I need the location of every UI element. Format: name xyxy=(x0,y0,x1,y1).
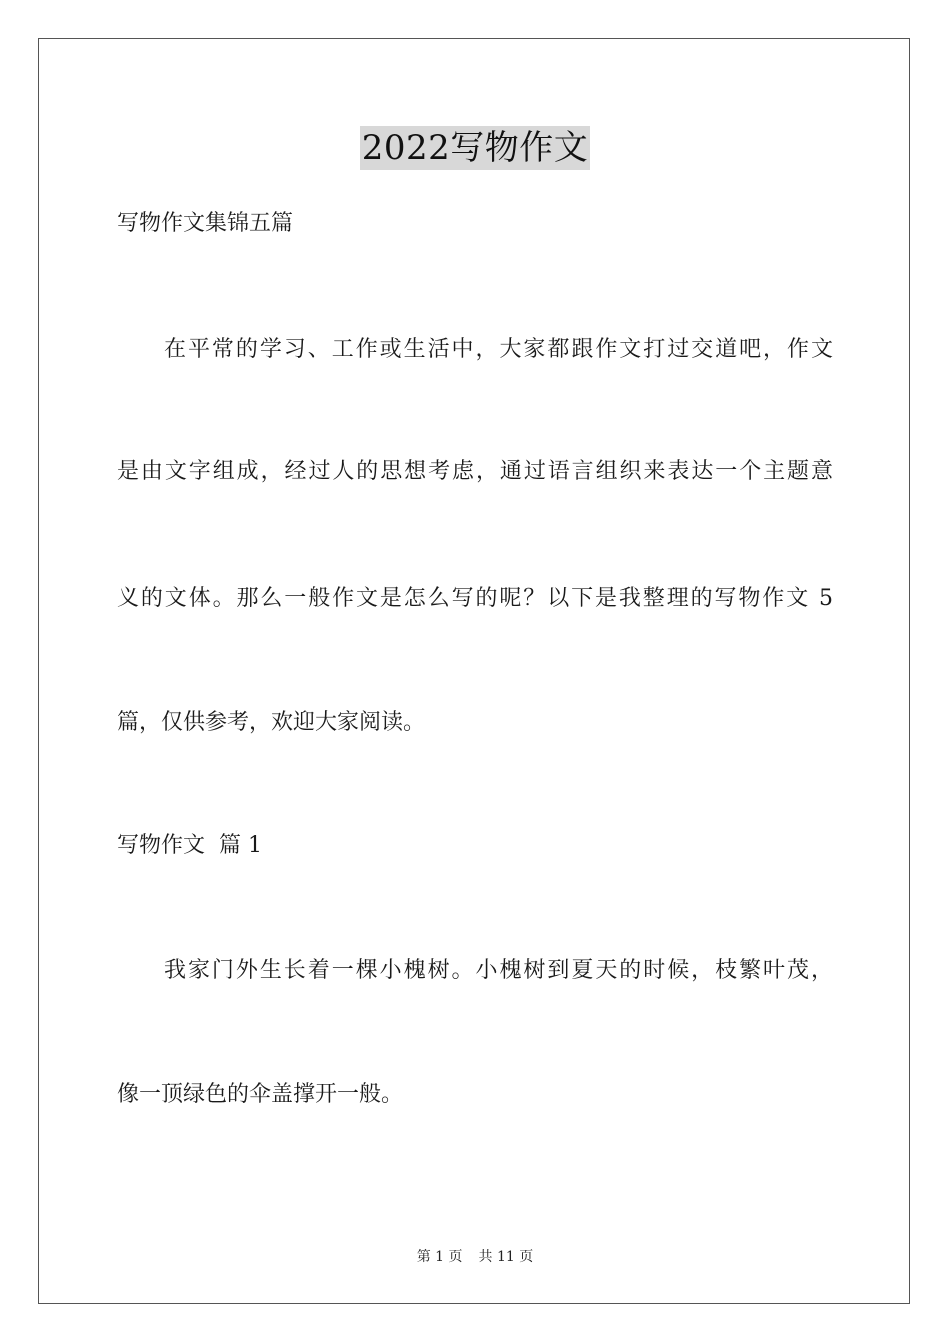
document-title: 2022写物作文 xyxy=(361,128,589,168)
section-line-1: 我家门外生长着一棵小槐树。小槐树到夏天的时候，枝繁叶茂， xyxy=(164,958,833,983)
section-line-2: 像一顶绿色的伞盖撑开一般。 xyxy=(117,1082,404,1107)
intro-line-4: 篇，仅供参考，欢迎大家阅读。 xyxy=(117,710,426,735)
document-subtitle: 写物作文集锦五篇 xyxy=(117,211,294,236)
page-number-current: 第 1 页 xyxy=(416,1249,463,1265)
title-wrap xyxy=(0,126,950,170)
page-footer xyxy=(0,1247,950,1267)
intro-line-2: 是由文字组成，经过人的思想考虑，通过语言组织来表达一个主题意 xyxy=(117,459,833,484)
section-heading: 写物作文 篇 1 xyxy=(117,833,262,858)
page-number-total: 共 11 页 xyxy=(478,1249,534,1265)
intro-line-1: 在平常的学习、工作或生活中，大家都跟作文打过交道吧，作文 xyxy=(164,337,833,362)
intro-line-3: 义的文体。那么一般作文是怎么写的呢？以下是我整理的写物作文 5 xyxy=(117,586,833,611)
